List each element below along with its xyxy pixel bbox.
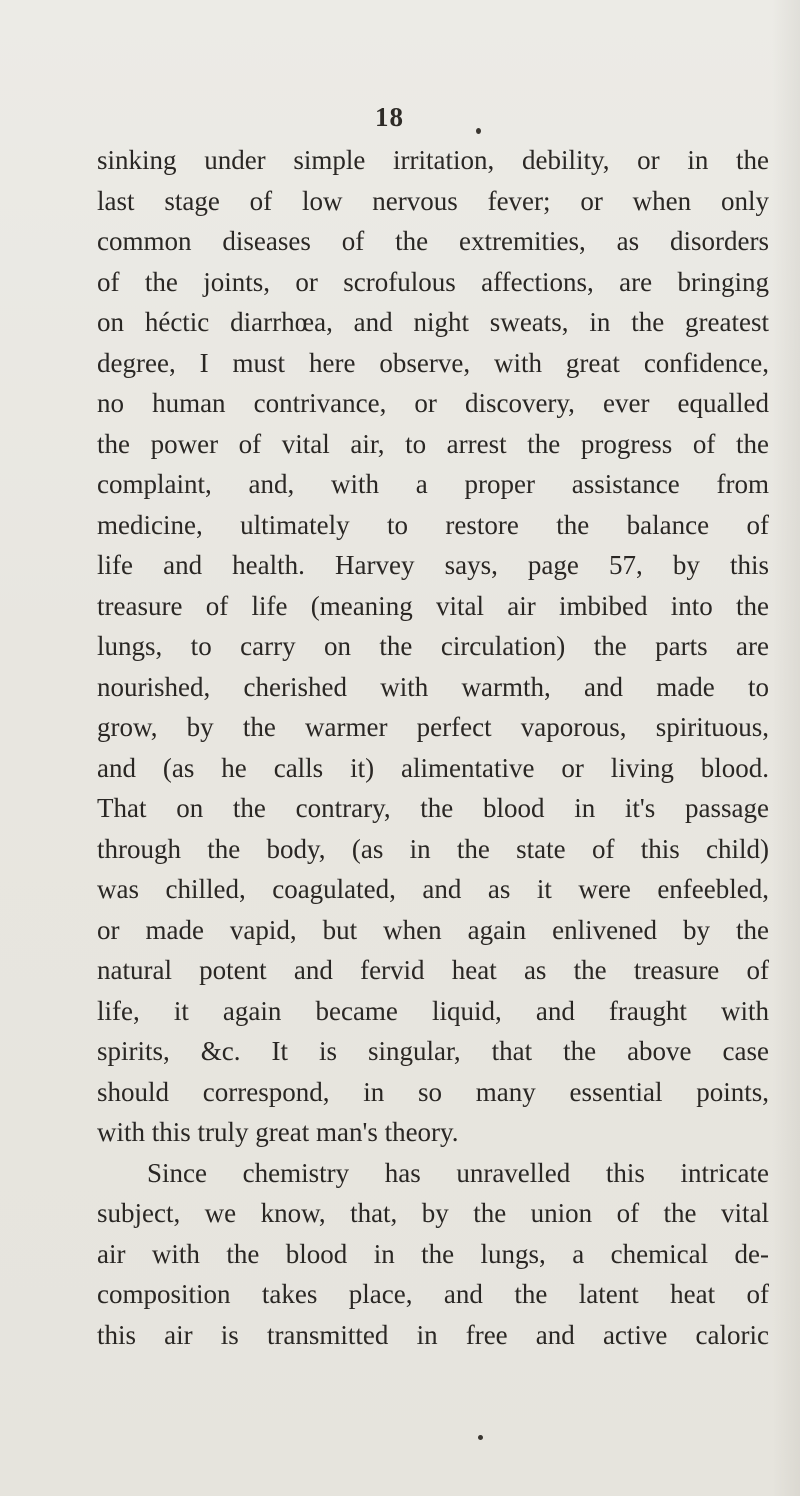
- text-line: subject, we know, that, by the union of the vital: [97, 1198, 769, 1228]
- text-line: and (as he calls it) alimentative or living blood.: [97, 752, 769, 783]
- text-line: natural potent and fervid heat as the treasure of: [97, 955, 769, 985]
- text-line: life, it again became liquid, and fraught with: [97, 995, 769, 1026]
- text-line: composition takes place, and the latent heat of: [97, 1279, 769, 1309]
- text-line: nourished, cherished with warmth, and made to: [97, 671, 769, 702]
- text-line: last stage of low nervous fever; or when only: [97, 185, 769, 216]
- page-number: 18: [375, 102, 404, 132]
- text-line: air with the blood in the lungs, a chemical de-: [97, 1238, 769, 1269]
- text-line: Since chemistry has unravelled this intricate: [147, 1157, 769, 1188]
- text-line: lungs, to carry on the circulation) the parts are: [97, 631, 769, 661]
- text-line: sinking under simple irritation, debility, or in the: [97, 145, 769, 175]
- text-line: this air is transmitted in free and active caloric: [97, 1319, 769, 1350]
- text-line: through the body, (as in the state of this child): [97, 833, 769, 864]
- ink-speck: [478, 1435, 483, 1440]
- text-line: grow, by the warmer perfect vaporous, spirituous,: [97, 712, 769, 742]
- text-line: complaint, and, with a proper assistance from: [97, 469, 769, 499]
- ink-speck: [476, 128, 481, 134]
- text-line: the power of vital air, to arrest the progress of the: [97, 428, 769, 459]
- text-line: life and health. Harvey says, page 57, by this: [97, 550, 769, 580]
- text-line: with this truly great man's theory.: [97, 1117, 459, 1147]
- text-line: no human contrivance, or discovery, ever equalled: [97, 388, 769, 418]
- text-line: was chilled, coagulated, and as it were enfeebled,: [97, 874, 769, 904]
- text-line: degree, I must here observe, with great confidence,: [97, 347, 769, 378]
- text-line: should correspond, in so many essential points,: [97, 1076, 769, 1107]
- text-line: spirits, &c. It is singular, that the above case: [97, 1036, 769, 1066]
- text-line: medicine, ultimately to restore the balance of: [97, 509, 769, 540]
- text-line: on héctic diarrhœa, and night sweats, in the greatest: [97, 307, 769, 337]
- text-line: of the joints, or scrofulous affections, are bringing: [97, 266, 769, 297]
- text-line: common diseases of the extremities, as disorders: [97, 226, 769, 256]
- body-text: [97, 140, 769, 1355]
- page-edge-shadow: [772, 0, 800, 1496]
- text-line: treasure of life (meaning vital air imbibed into the: [97, 590, 769, 621]
- text-line: or made vapid, but when again enlivened by the: [97, 914, 769, 945]
- text-line: That on the contrary, the blood in it's passage: [97, 793, 769, 823]
